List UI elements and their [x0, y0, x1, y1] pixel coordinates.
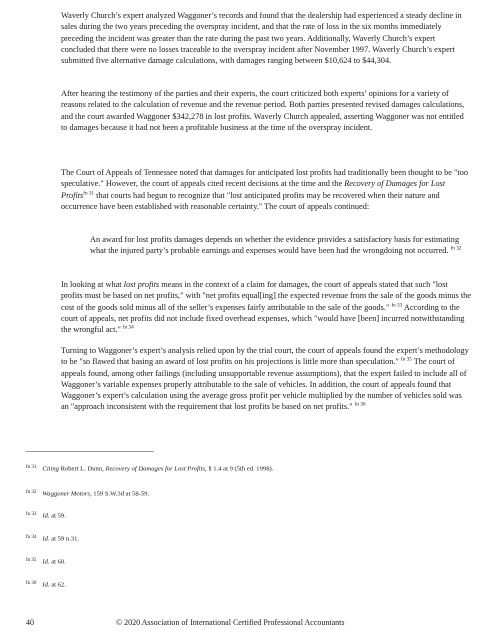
- footnote-tag: fn 32: [26, 490, 37, 495]
- footnote-title: Id.: [42, 558, 50, 566]
- paragraph-court-of-appeals: [61, 167, 471, 212]
- paragraph-expert-analysis: Waverly Church’s expert analyzed Waggoner’s records and found that the dealership had experienced a steady decline in sales during the two years preceding the overspray incident, and that the rate of loss in the six months immediately preceding the incident was greater than the rate during the past two years. Additionally, Waverly Church’s expert concluded that there were no losses traceable to the overspray incident after November 1997. Waverly Church’s expert submitted five alternative damage calculations, with damages ranging between $10,624 to $44,304.: [61, 11, 462, 66]
- footnote-title: Id.: [42, 535, 50, 543]
- footnote-ref-32: fn 32: [450, 245, 462, 252]
- footnote-ref-36: fn 36: [354, 401, 366, 408]
- page-number: 40: [26, 618, 34, 627]
- footnote-ref-35: fn 35: [400, 356, 412, 363]
- footnote-text: at 60.: [49, 558, 66, 566]
- paragraph-lost-profits-definition: [61, 279, 471, 335]
- footnote-text: , § 1.4 at 9 (5th ed. 1998).: [205, 465, 274, 473]
- footnote-text: at 59 n.31.: [49, 535, 80, 543]
- text-run: that courts had begun to recognize that "lost anticipated profits may be recovered when their nature and occurrence have been established with reasonable certainty." The court of appeals continued:: [61, 190, 440, 211]
- signal-word: Citing: [42, 465, 59, 473]
- copyright-notice: © 2020 Association of International Certified Professional Accountants: [116, 618, 345, 627]
- footnote-tag: fn 34: [26, 535, 37, 540]
- block-quote: [90, 234, 471, 257]
- text-run: According to the court of appeals, net profits did not include fixed overhead expenses, which "would have [been] incurred notwithstanding the wrongful act.": [61, 302, 465, 335]
- footnote-tag: fn 35: [26, 558, 37, 563]
- footnote-text: at 59.: [49, 512, 66, 520]
- footnote-tag: fn 33: [26, 512, 37, 517]
- text-run: means in the context of a claim for damages, the court of appeals stated that such "lost profits must be based on net profits," with "net profits equal[ing] the expected revenue from the sale of the goods minus the cost of the goods sold minus all of the seller’s expenses fairly attributable to the sale of the goods.": [61, 280, 471, 312]
- footnote-text: at 62.: [49, 581, 66, 589]
- footnote-tag: fn 31: [26, 465, 37, 470]
- text-run: The court of appeals found, among other failings (including unsupportable revenue assumptions), that the expert failed to include all of Waggoner’s variable expenses properly attributable to the sale of vehicles. In addition, the court of appeals found that Waggoner’s expert’s calculation using the average gross profit per vehicle multiplied by the number of vehicles sold was an "approach inconsistent with the requirement that lost profits be based on net profits.": [61, 357, 467, 412]
- footnote-35: [26, 556, 466, 567]
- footnote-31: [26, 463, 466, 474]
- footnote-36: [26, 579, 466, 590]
- footnote-ref-31: fn 31: [83, 190, 95, 197]
- paragraph-expert-methodology: [61, 345, 471, 413]
- footnote-34: [26, 533, 466, 544]
- footnote-text: , 159 S.W.3d at 58-59.: [90, 490, 150, 498]
- footnote-author: Robert L. Dunn,: [58, 465, 106, 473]
- footnote-divider: [26, 451, 154, 452]
- footnote-title: Recovery of Damages for Lost Profits: [105, 465, 206, 473]
- text-run: Turning to Waggoner’s expert’s analysis relied upon by the trial court, the court of appeals found the expert’s methodology to be "so flawed that basing an award of lost profits on his projections is little more than speculation.": [61, 346, 469, 367]
- text-run: The Court of Appeals of Tennessee noted that damages for anticipated lost profits had traditionally been thought to be "too speculative." However, the court of appeals cited recent decisions at the time and the: [61, 168, 469, 189]
- paragraph-court-criticism: After hearing the testimony of the parties and their experts, the court criticized both experts’ opinions for a variety of reasons related to the calculation of revenue and the revenue period. Both parties presented revised damages calculations, and the court awarded Waggoner $342,278 in lost profits. Waverly Church appealed, asserting Waggoner was not entitled to damages because it had not been a profitable business at the time of the overspray incident.: [61, 89, 465, 132]
- emphasis-lost-profits: lost profits: [123, 280, 160, 289]
- book-title: Recovery of Damages for Lost Profits: [61, 179, 446, 200]
- footnote-ref-33: fn 33: [391, 302, 403, 309]
- footnote-33: [26, 510, 466, 521]
- footnote-ref-34: fn 34: [122, 324, 134, 331]
- footnote-32: [26, 488, 466, 499]
- footnote-title: Waggoner Motors: [42, 490, 90, 498]
- footnote-title: Id.: [42, 581, 50, 589]
- text-run: In looking at what: [61, 280, 124, 289]
- quote-text: An award for lost profits damages depends on whether the evidence provides a satisfactory basis for estimating what the injured party’s probable earnings and expenses would have been had the wrongdoing not occurred.: [90, 235, 460, 256]
- footnote-tag: fn 36: [26, 581, 37, 586]
- footnote-title: Id.: [42, 512, 50, 520]
